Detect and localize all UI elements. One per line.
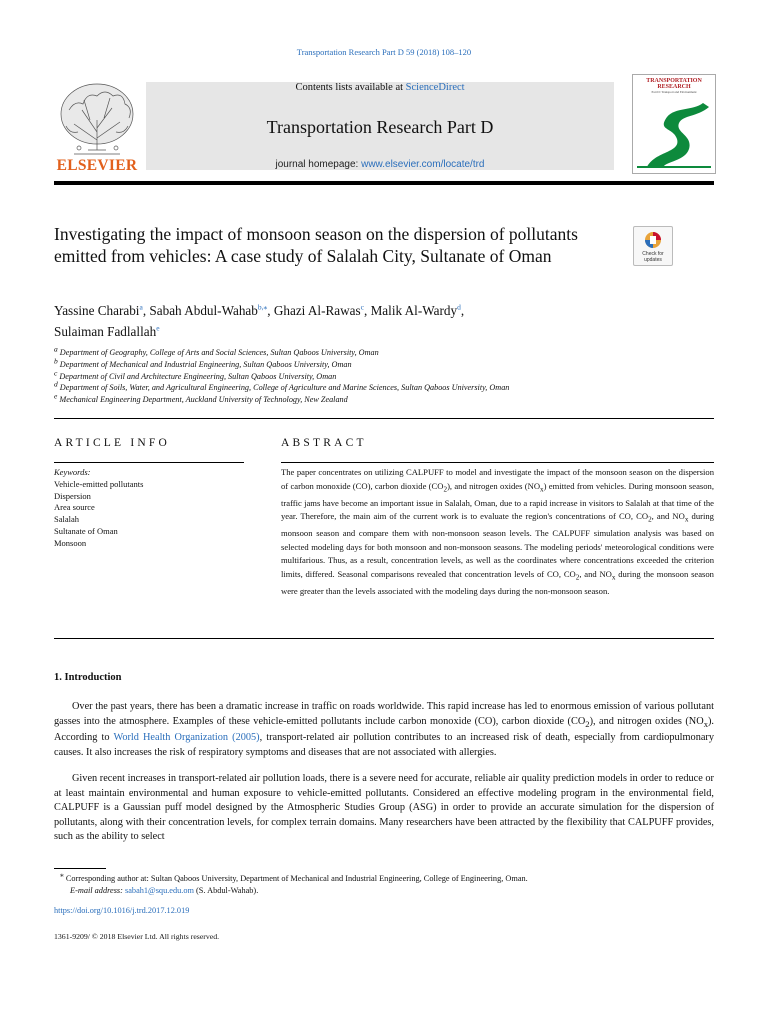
journal-homepage-link[interactable]: www.elsevier.com/locate/trd (361, 159, 485, 170)
email-label: E-mail address: (70, 885, 123, 895)
author-name[interactable]: Sulaiman Fadlallah (54, 324, 157, 339)
copyright-notice: 1361-9209/ © 2018 Elsevier Ltd. All rights reserved. (54, 932, 220, 941)
author-name[interactable]: Sabah Abdul-Wahab (149, 303, 258, 318)
journal-homepage-line: journal homepage: www.elsevier.com/locate/trd (275, 159, 485, 170)
footnote-rule (54, 868, 106, 869)
affiliation-text: Mechanical Engineering Department, Auckland University of Technology, New Zealand (57, 395, 348, 405)
check-for-updates-button[interactable] (633, 226, 673, 266)
author-affiliation-marker[interactable]: d (457, 302, 461, 312)
introduction-heading: 1. Introduction (54, 672, 122, 683)
affiliation-key: e (54, 391, 58, 401)
author-name[interactable]: Ghazi Al-Rawas (273, 303, 361, 318)
affiliation-item (54, 356, 694, 371)
affiliation-text: Department of Geography, College of Arts and Social Sciences, Sultan Qaboos University, Oman (57, 348, 379, 357)
header-divider (54, 181, 714, 185)
publisher-wordmark: ELSEVIER (56, 157, 138, 174)
section-divider (54, 418, 714, 419)
author-affiliation-marker[interactable]: a (139, 302, 143, 312)
corresponding-author-text: Corresponding author at: Sultan Qaboos University, Department of Mechanical and Industrial Engineering, College of Engineering, Oman. (65, 874, 528, 883)
abstract-heading: ABSTRACT (281, 437, 367, 449)
affiliation-item (54, 344, 694, 359)
affiliation-text: Department of Mechanical and Industrial Engineering, Sultan Qaboos University, Oman (57, 359, 352, 369)
affiliation-item (54, 391, 694, 406)
author-list: Yassine Charabi$^a$, Sabah Abdul-Wahab$^{b,⁎}$, Ghazi Al-Rawas$^c$, Malik Al-Wardy$^d$, Sulaiman Fadlallah$^e$ (54, 302, 465, 339)
keyword-item: Sultanate of Oman (54, 525, 118, 536)
journal-title: Transportation Research Part D (266, 117, 494, 137)
cover-subtitle: Part D: Transport and Environment (651, 90, 697, 94)
keyword-item: Area source (54, 502, 95, 513)
abstract-text: The paper concentrates on utilizing CALPUFF to model and investigate the impact of the monsoon season on the dispersion of carbon monoxide (CO), carbon dioxide $(CO_2)$, and nitrogen oxides $(NO_x)$ emitted from vehicles. During monsoon season, traffic jams have become an important issue in Salalah, Oman, due to a rapid increase in visitors to Salalah at that time of the year. Therefore, the main aim of the current work is to evaluate the region's concentrations of CO, $CO_2$, and $NO_x$ during monsoon season and compare them with non-monsoon season levels. The CALPUFF simulation analysis was based on selected modeling days for both monsoon and non-monsoon seasons. The modeling periods' meteorological conditions were multifarious. Thus, as a result, concentration levels, as well as the coordinates where concentrations exceeded the criterion limits, differed. Seasonal comparisons revealed that concentration levels of CO, $CO_2$, and $NO_x$ during the monsoon season were greater than the levels associated with the modeling days during the non-monsoon season. (281, 467, 714, 597)
email-suffix: (S. Abdul-Wahab). (196, 885, 259, 895)
keywords-label: Keywords: (54, 467, 91, 477)
keyword-item: Salalah (54, 514, 80, 525)
affiliation-text: Department of Civil and Architecture Engineering, Sultan Qaboos University, Oman (57, 371, 337, 381)
sciencedirect-link[interactable]: ScienceDirect (405, 82, 465, 93)
author-affiliation-marker[interactable]: e (156, 323, 160, 333)
affiliation-key: d (54, 379, 58, 389)
author-affiliation-marker[interactable]: c (360, 302, 364, 312)
check-updates-label: Check for updates (642, 251, 664, 263)
introduction-paragraph-1: Over the past years, there has been a dramatic increase in traffic on roads worldwide. This rapid increase has led to enormous emission of various pollutant gasses into the atmosphere. Examples of these vehicle-emitted pollutants include carbon monoxide (CO), carbon dioxide $(CO_2)$, and nitrogen oxides $(NO_x)$. According to World Health Organization (2005), transport-related air pollution contributes to an increased risk of death, especially from cardiopulmonary causes. It also increases the risk of respiratory symptoms and diseases that are not associated with allergies. (54, 701, 714, 758)
article-title: Investigating the impact of monsoon season on the dispersion of pollutants emitted from vehicles: A case study of Salalah City, Sultanate of Oman (54, 224, 578, 266)
author-email-link[interactable]: sabah1@squ.edu.om (125, 885, 194, 895)
article-info-rule (54, 462, 244, 463)
author-name[interactable]: Malik Al-Wardy (370, 303, 458, 318)
journal-cover-thumbnail[interactable] (632, 74, 716, 174)
author-affiliation-marker[interactable]: b,⁎ (257, 302, 268, 312)
affiliation-text: Department of Soils, Water, and Agricultural Engineering, College of Agriculture and Marine Sciences, Sultan Qaboos University, Oman (57, 383, 510, 393)
contents-availability-line: Contents lists available at ScienceDirect (295, 82, 465, 93)
keywords-block (54, 467, 244, 550)
cover-title: TRANSPORTATION RESEARCH (646, 78, 702, 90)
footnote-mark: ⁎ (60, 870, 64, 880)
affiliation-key: b (54, 356, 58, 366)
author-name[interactable]: Yassine Charabi (54, 303, 140, 318)
cover-road-graphic (637, 101, 711, 169)
keywords-list (54, 479, 244, 550)
journal-citation-link[interactable]: Transportation Research Part D 59 (2018) 108–120 (296, 47, 472, 57)
corresponding-author-footnote (54, 870, 714, 896)
affiliation-item (54, 367, 694, 383)
doi-link[interactable]: https://doi.org/10.1016/j.trd.2017.12.019 (54, 906, 190, 915)
abstract-end-divider (54, 638, 714, 639)
abstract-rule (281, 462, 714, 463)
affiliation-key: a (54, 344, 58, 354)
check-updates-icon (643, 230, 663, 250)
affiliation-item (54, 379, 694, 394)
affiliations-list (54, 344, 694, 406)
article-info-heading: ARTICLE INFO (54, 437, 170, 449)
keyword-item: Monsoon (54, 537, 87, 548)
introduction-paragraph-2: Given recent increases in transport-related air pollution loads, there is a severe need for accurate, reliable air quality prediction models in order to reduce or at least maintain environmental and human exposure to vehicle-emitted pollutants. Considered an effective modeling program in the environmental field, CALPUFF is a Gaussian puff model designed by the Atmospheric Studies Group (ASG) in order to provide an accurate simulation for the dispersion of pollutants, along with their concentration levels, for complex terrain domains. Many researchers have been attracted by the flexibility that CALPUFF provides, such as the ability to select (54, 773, 714, 842)
keyword-item: Dispersion (54, 490, 91, 501)
keyword-item: Vehicle-emitted pollutants (54, 478, 144, 489)
affiliation-key: c (54, 367, 58, 377)
